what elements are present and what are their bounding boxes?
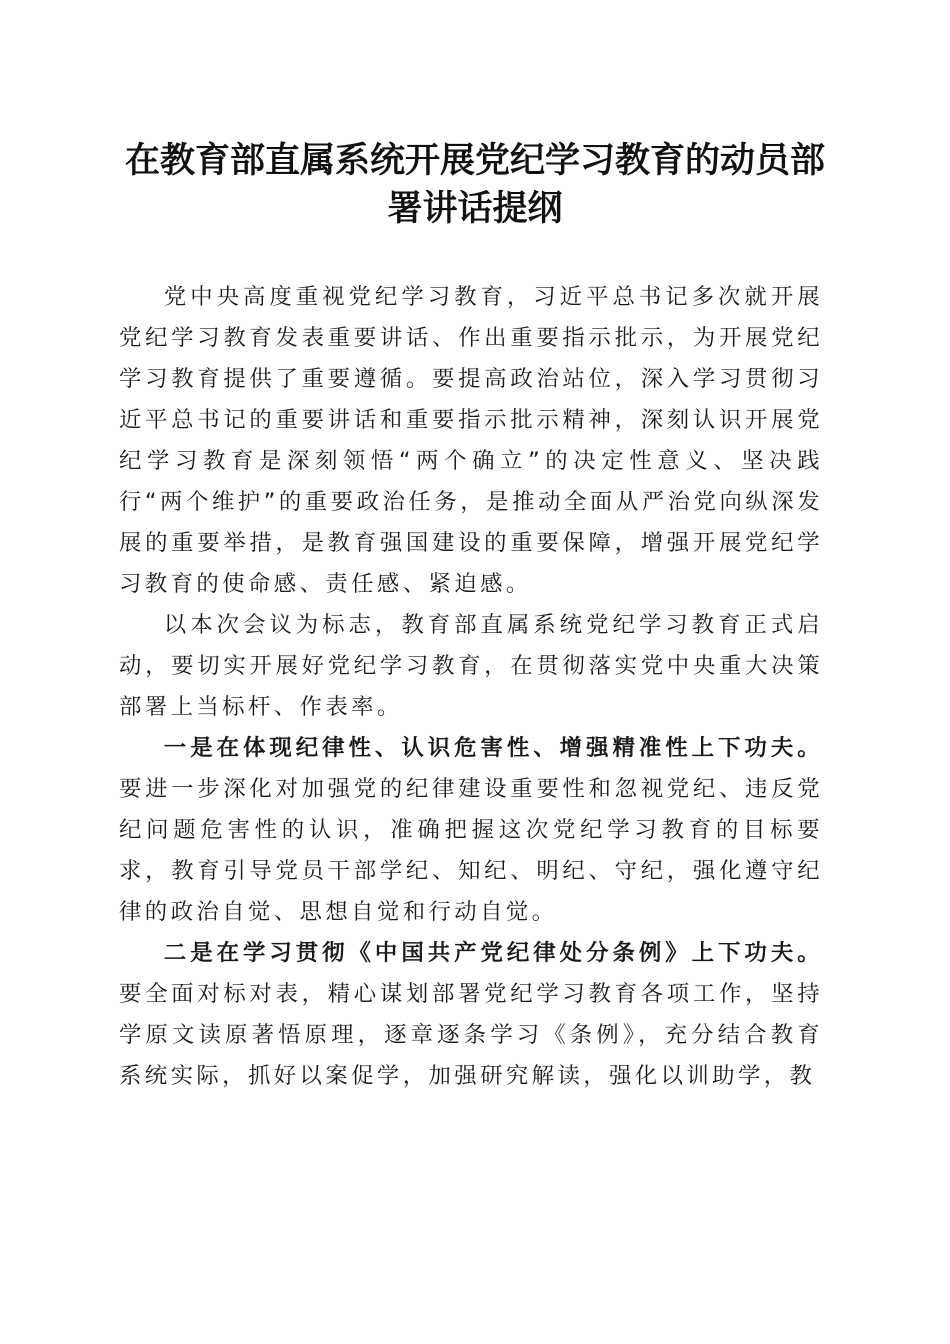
- paragraph-3: [119, 728, 823, 933]
- paragraph-1-text: 党中央高度重视党纪学习教育，习近平总书记多次就开展党纪学习教育发表重要讲话、作出重要指示批示，为开展党纪学习教育提供了重要遵循。要提高政治站位，深入学习贯彻习近平总书记的重要讲话和重要指示批示精神，深刻认识开展党纪学习教育是深刻领悟“两个确立”的决定性意义、坚决践行“两个维护”的重要政治任务，是推动全面从严治党向纵深发展的重要举措，是教育强国建设的重要保障，增强开展党纪学习教育的使命感、责任感、紧迫感。: [119, 284, 823, 597]
- paragraph-4: [119, 933, 823, 1097]
- paragraph-4-lead: 二是在学习贯彻《中国共产党纪律处分条例》上下功夫。: [163, 940, 823, 966]
- document-body: [119, 277, 823, 1097]
- paragraph-1: [119, 277, 823, 605]
- paragraph-4-text: 要全面对标对表，精心谋划部署党纪学习教育各项工作，坚持学原文读原著悟原理，逐章逐条学习《条例》，充分结合教育系统实际，抓好以案促学，加强研究解读，强化以训助学，教: [119, 981, 823, 1089]
- paragraph-3-text: 要进一步深化对加强党的纪律建设重要性和忽视党纪、违反党纪问题危害性的认识，准确把握这次党纪学习教育的目标要求，教育引导党员干部学纪、知纪、明纪、守纪，强化遵守纪律的政治自觉、思想自觉和行动自觉。: [119, 776, 823, 925]
- paragraph-2-text: 以本次会议为标志，教育部直属系统党纪学习教育正式启动，要切实开展好党纪学习教育，在贯彻落实党中央重大决策部署上当标杆、作表率。: [119, 612, 823, 720]
- paragraph-2: [119, 605, 823, 728]
- document-title: 在教育部直属系统开展党纪学习教育的动员部署讲话提纲: [124, 140, 825, 229]
- paragraph-3-lead: 一是在体现纪律性、认识危害性、增强精准性上下功夫。: [163, 735, 823, 761]
